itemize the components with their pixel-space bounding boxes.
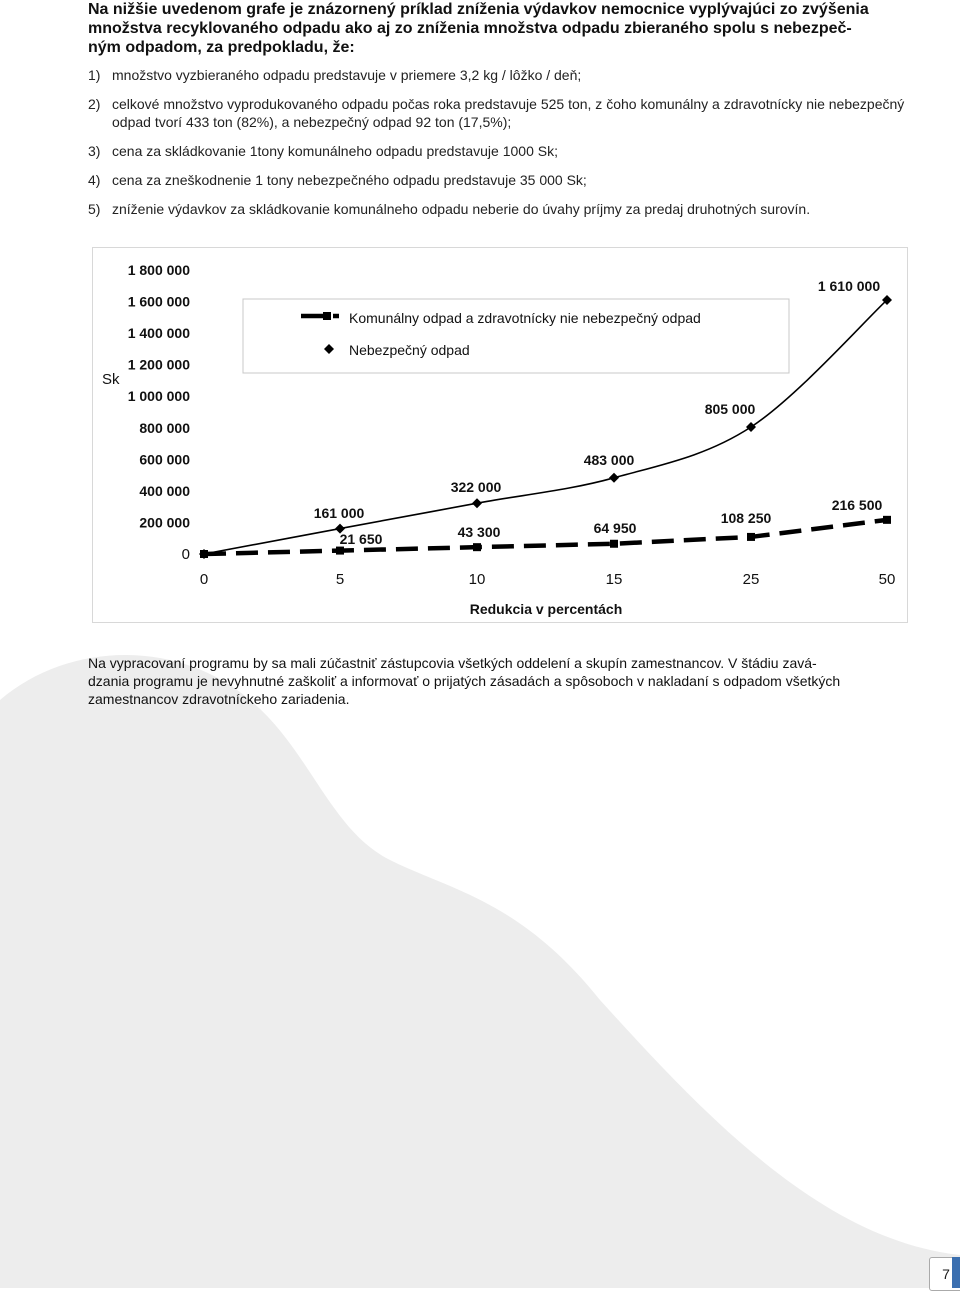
list-item-text: zníženie výdavkov za skládkovanie komunálneho odpadu neberie do úvahy príjmy za predaj druhotných surovín. [112,201,811,217]
data-label-nebezpecny: 805 000 [704,401,756,417]
line-chart [93,248,907,622]
y-tick-label: 200 000 [139,514,190,531]
data-label-nebezpecny: 322 000 [450,479,502,495]
data-point-komunalny [473,543,481,551]
x-tick-label: 10 [468,571,486,588]
list-item-number: 5) [88,201,101,217]
x-tick-label: 15 [605,571,623,588]
closing-line: dzania programu je nevyhnutné zaškoliť a informovať o prijatých zásadách a spôsoboch v nakladaní s odpadom všetkých [88,673,841,689]
data-point-nebezpecny [746,422,756,432]
page-number: 7 [929,1257,960,1291]
y-tick-label: 800 000 [139,419,190,436]
list-item-text: celkové množstvo vyprodukovaného odpadu počas roka predstavuje 525 ton, z čoho komunálny a zdravotnícky nie nebezpečný odpad tvorí 433 ton (82%), a nebezpečný odpad 92 ton (17,5%); [112,96,905,130]
x-tick-label: 5 [335,571,345,588]
y-tick-label: 1 200 000 [127,356,190,373]
data-point-komunalny [883,516,891,524]
list-item-text: cena za zneškodnenie 1 tony nebezpečného odpadu predstavuje 35 000 Sk; [112,172,587,188]
list-item [88,66,918,84]
list-item-text: množstvo vyzbieraného odpadu predstavuje v priemere 3,2 kg / lôžko / deň; [112,67,582,83]
y-tick-label: 1 800 000 [127,262,190,278]
list-item [88,200,918,218]
decorative-shape [0,655,960,1288]
list-item [88,95,918,131]
x-tick-label: 0 [199,571,209,588]
closing-line: zamestnancov zdravotníckeho zariadenia. [88,691,350,707]
legend-label-nebezpecny: Nebezpečný odpad [349,342,470,358]
data-point-nebezpecny [609,473,619,483]
list-item-number: 1) [88,67,101,83]
y-tick-label: 0 [181,546,190,563]
data-label-nebezpecny: 1 610 000 [817,278,881,294]
intro-paragraph [88,0,906,57]
list-item-number: 2) [88,96,101,112]
legend-marker-komunalny [323,312,331,320]
list-item [88,171,918,189]
x-tick-label: 25 [742,571,760,588]
data-point-nebezpecny [472,498,482,508]
intro-line: množstva recyklovaného odpadu ako aj zo zníženia množstva odpadu zbieraného spolu s nebezpeč- [88,20,852,37]
series-line-komunalny [204,520,887,554]
intro-line: ným odpadom, za predpokladu, že: [88,39,355,56]
y-tick-label: 1 400 000 [127,325,190,342]
x-tick-label: 50 [878,571,896,588]
data-point-komunalny [610,540,618,548]
y-tick-label: 600 000 [139,451,190,468]
data-label-komunalny: 216 500 [831,497,883,513]
list-item-number: 4) [88,172,101,188]
chart-container [92,247,908,623]
intro-line: Na nižšie uvedenom grafe je znázornený príklad zníženia výdavkov nemocnice vyplývajúci zo zvýšenia [88,1,869,18]
data-point-komunalny [336,547,344,555]
data-point-komunalny [747,533,755,541]
closing-paragraph [88,654,918,708]
closing-line: Na vypracovaní programu by sa mali zúčastniť zástupcovia všetkých oddelení a skupín zamestnancov. V štádiu zavá- [88,655,817,671]
y-tick-label: 400 000 [139,482,190,499]
data-label-komunalny: 108 250 [720,510,772,526]
data-label-nebezpecny: 161 000 [313,505,365,521]
x-axis-label: Redukcia v percentách [469,601,623,617]
y-tick-label: 1 000 000 [127,388,190,405]
assumptions-list [88,66,918,229]
data-label-nebezpecny: 483 000 [583,452,635,468]
y-tick-label: 1 600 000 [127,293,190,310]
y-axis-label: Sk [102,371,120,388]
list-item [88,142,918,160]
data-label-komunalny: 43 300 [457,524,501,540]
data-label-komunalny: 64 950 [593,520,637,536]
data-label-komunalny: 21 650 [339,531,383,547]
page-tab-marker [952,1257,960,1288]
list-item-number: 3) [88,143,101,159]
list-item-text: cena za skládkovanie 1tony komunálneho odpadu predstavuje 1000 Sk; [112,143,558,159]
legend-label-komunalny: Komunálny odpad a zdravotnícky nie nebezpečný odpad [349,310,701,326]
